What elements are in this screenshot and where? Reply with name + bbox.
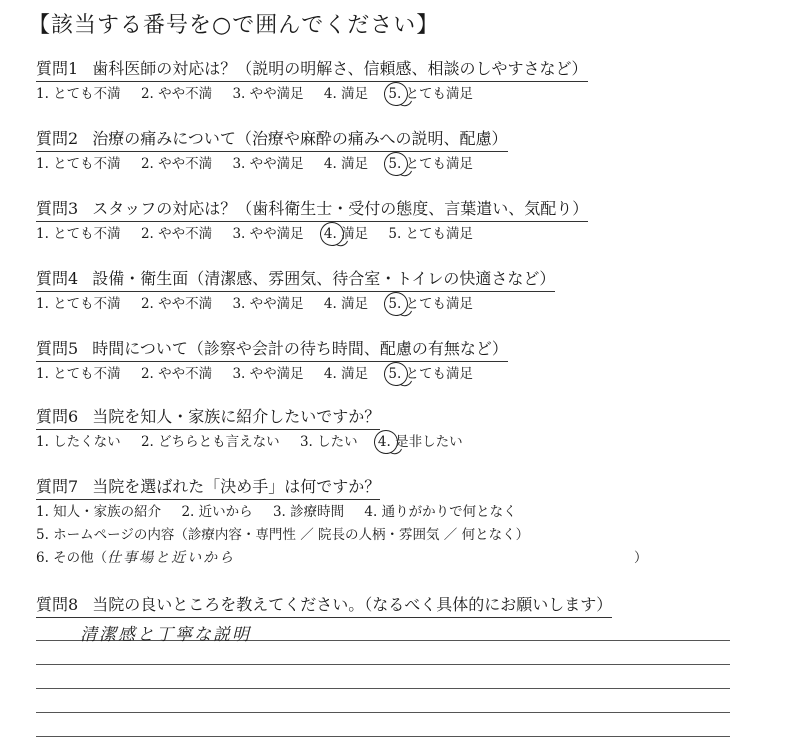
question-number: 質問6 [36, 407, 79, 426]
question-text: 当院を選ばれた「決め手」は何ですか？ [92, 477, 381, 496]
question-text: 当院を知人・家族に紹介したいですか？ [92, 407, 381, 426]
question-heading [36, 128, 508, 152]
question-heading [36, 476, 380, 500]
question-2 [36, 128, 736, 175]
question-heading [36, 338, 508, 362]
question-number: 質問5 [36, 339, 79, 358]
option-5-selected[interactable]: 5. とても満足 [388, 293, 473, 315]
option-4-selected[interactable]: 4. 是非したい [378, 431, 463, 453]
option-4[interactable]: 4. 満足 [323, 366, 369, 382]
answer-options-row-2 [36, 524, 736, 546]
option-5[interactable]: 5. ホームページの内容（診療内容・専門性 ／ 院長の人柄・雰囲気 ／ 何となく） [36, 527, 530, 543]
question-heading [36, 594, 612, 618]
option-4[interactable]: 4. 満足 [323, 156, 369, 172]
page-title: 【該当する番号を○で囲んでください】 [28, 13, 440, 38]
option-3[interactable]: 3. 診療時間 [272, 504, 345, 520]
answer-options [36, 293, 736, 315]
answer-line [36, 688, 730, 689]
option-2[interactable]: 2. 近いから [181, 504, 253, 520]
option-4-selected[interactable]: 4. 満足 [324, 223, 368, 245]
option-1[interactable]: 1. とても不満 [36, 226, 121, 242]
option-2[interactable]: 2. やや不満 [140, 226, 213, 242]
option-2[interactable]: 2. どちらとも言えない [140, 434, 280, 450]
option-5-selected[interactable]: 5. とても満足 [388, 363, 473, 385]
option-1[interactable]: 1. とても不満 [36, 86, 121, 102]
answer-line [36, 664, 730, 665]
option-2[interactable]: 2. やや不満 [140, 296, 213, 312]
question-8 [36, 594, 736, 618]
option-3[interactable]: 3. やや満足 [232, 226, 304, 242]
option-4[interactable]: 4. 満足 [323, 296, 369, 312]
question-heading [36, 198, 588, 222]
option-3[interactable]: 3. やや満足 [232, 86, 304, 102]
answer-options [36, 83, 736, 105]
option-4[interactable]: 4. 通りがかりで何となく [364, 504, 517, 520]
question-heading [36, 58, 588, 82]
question-text: 時間について（診察や会計の待ち時間、配慮の有無など） [92, 339, 508, 358]
question-heading [36, 406, 380, 430]
option-2[interactable]: 2. やや不満 [140, 86, 213, 102]
option-6-label[interactable]: 6. その他（ [36, 550, 108, 566]
question-heading [36, 268, 555, 292]
answer-line [36, 712, 730, 713]
question-1 [36, 58, 736, 105]
question-text: 歯科医師の対応は？（説明の明解さ、信頼感、相談のしやすさなど） [92, 59, 588, 78]
question-6 [36, 406, 736, 453]
option-3[interactable]: 3. やや満足 [232, 156, 304, 172]
option-6-close-paren: ） [634, 550, 648, 566]
question-number: 質問4 [36, 269, 79, 288]
option-5-selected[interactable]: 5. とても満足 [388, 83, 473, 105]
answer-options-row-3 [36, 547, 736, 569]
option-3[interactable]: 3. やや満足 [232, 366, 304, 382]
question-number: 質問1 [36, 59, 79, 78]
question-3 [36, 198, 736, 245]
question-7 [36, 476, 736, 569]
option-1[interactable]: 1. とても不満 [36, 156, 121, 172]
question-number: 質問2 [36, 129, 79, 148]
option-1[interactable]: 1. とても不満 [36, 296, 121, 312]
handwritten-answer[interactable]: 清潔感と丁寧な説明 [80, 625, 251, 645]
answer-options [36, 431, 736, 453]
answer-line [36, 736, 730, 737]
question-text: スタッフの対応は？（歯科衛生士・受付の態度、言葉遣い、気配り） [92, 199, 589, 218]
question-5 [36, 338, 736, 385]
question-4 [36, 268, 736, 315]
option-1[interactable]: 1. したくない [36, 434, 121, 450]
question-number: 質問3 [36, 199, 79, 218]
answer-options [36, 223, 736, 245]
option-5-selected[interactable]: 5. とても満足 [388, 153, 473, 175]
option-3[interactable]: 3. したい [299, 434, 358, 450]
handwritten-other-answer: 仕事場と近いから [107, 550, 236, 566]
question-text: 当院の良いところを教えてください。（なるべく具体的にお願いします） [92, 595, 613, 614]
answer-options [36, 153, 736, 175]
answer-options [36, 363, 736, 385]
question-text: 設備・衛生面（清潔感、雰囲気、待合室・トイレの快適さなど） [92, 269, 556, 288]
option-5[interactable]: 5. とても満足 [388, 226, 474, 242]
question-number: 質問7 [36, 477, 79, 496]
option-3[interactable]: 3. やや満足 [232, 296, 304, 312]
answer-options-row-1 [36, 501, 736, 523]
option-2[interactable]: 2. やや不満 [140, 366, 213, 382]
option-1[interactable]: 1. とても不満 [36, 366, 121, 382]
option-4[interactable]: 4. 満足 [323, 86, 369, 102]
option-1[interactable]: 1. 知人・家族の紹介 [36, 504, 162, 520]
question-text: 治療の痛みについて（治療や麻酔の痛みへの説明、配慮） [92, 129, 508, 148]
option-2[interactable]: 2. やや不満 [140, 156, 213, 172]
question-number: 質問8 [36, 595, 79, 614]
